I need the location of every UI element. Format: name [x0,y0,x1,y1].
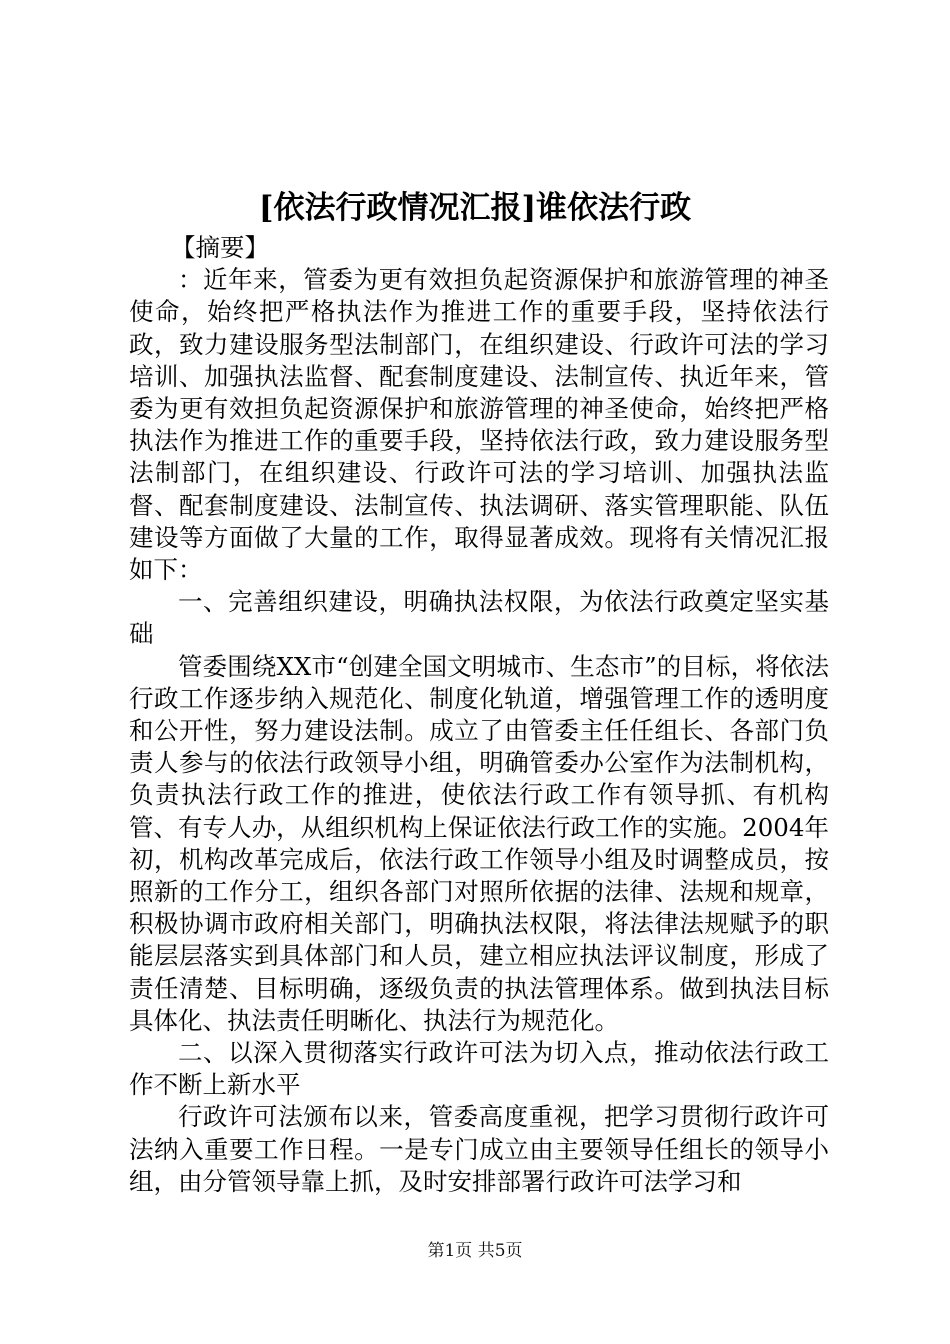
abstract-heading: 【摘要】 [171,233,269,262]
document-title: [依法行政情况汇报]谁依法行政 [258,190,692,226]
paragraph-abstract: ：近年来，管委为更有效担负起资源保护和旅游管理的神圣使命，始终把严格执法作为推进工作的重要手段，坚持依法行政，致力建设服务型法制部门，在组织建设、行政许可法的学习培训、加强执法监督、配套制度建设、法制宣传、执近年来，管委为更有效担负起资源保护和旅游管理的神圣使命，始终把严格执法作为推进工作的重要手段，坚持依法行政，致力建设服务型法制部门，在组织建设、行政许可法的学习培训、加强执法监督、配套制度建设、法制宣传、执法调研、落实管理职能、队伍建设等方面做了大量的工作，取得显著成效。现将有关情况汇报如下： [129,265,829,585]
page-footer: 第1页 共5页 [427,1241,523,1261]
paragraph-section-2: 行政许可法颁布以来，管委高度重视，把学习贯彻行政许可法纳入重要工作日程。一是专门成立由主要领导任组长的领导小组，由分管领导靠上抓，及时安排部署行政许可法学习和 [129,1102,829,1196]
section-heading-2: 二、以深入贯彻落实行政许可法为切入点，推动依法行政工作不断上新水平 [129,1038,829,1100]
document-body [129,232,829,1198]
section-heading-1: 一、完善组织建设，明确执法权限，为依法行政奠定坚实基础 [129,587,829,649]
paragraph-section-1: 管委围绕XX市“创建全国文明城市、生态市”的目标，将依法行政工作逐步纳入规范化、制度化轨道，增强管理工作的透明度和公开性，努力建设法制。成立了由管委主任任组长、各部门负责人参与的依法行政领导小组，明确管委办公室作为法制机构，负责执法行政工作的推进，使依法行政工作有领导抓、有机构管、有专人办，从组织机构上保证依法行政工作的实施。2004年初，机构改革完成后，依法行政工作领导小组及时调整成员，按照新的工作分工，组织各部门对照所依据的法律、法规和规章，积极协调市政府相关部门，明确执法权限，将法律法规赋予的职能层层落实到具体部门和人员，建立相应执法评议制度，形成了责任清楚、目标明确，逐级负责的执法管理体系。做到执法目标具体化、执法责任明晰化、执法行为规范化。 [129,651,829,1035]
